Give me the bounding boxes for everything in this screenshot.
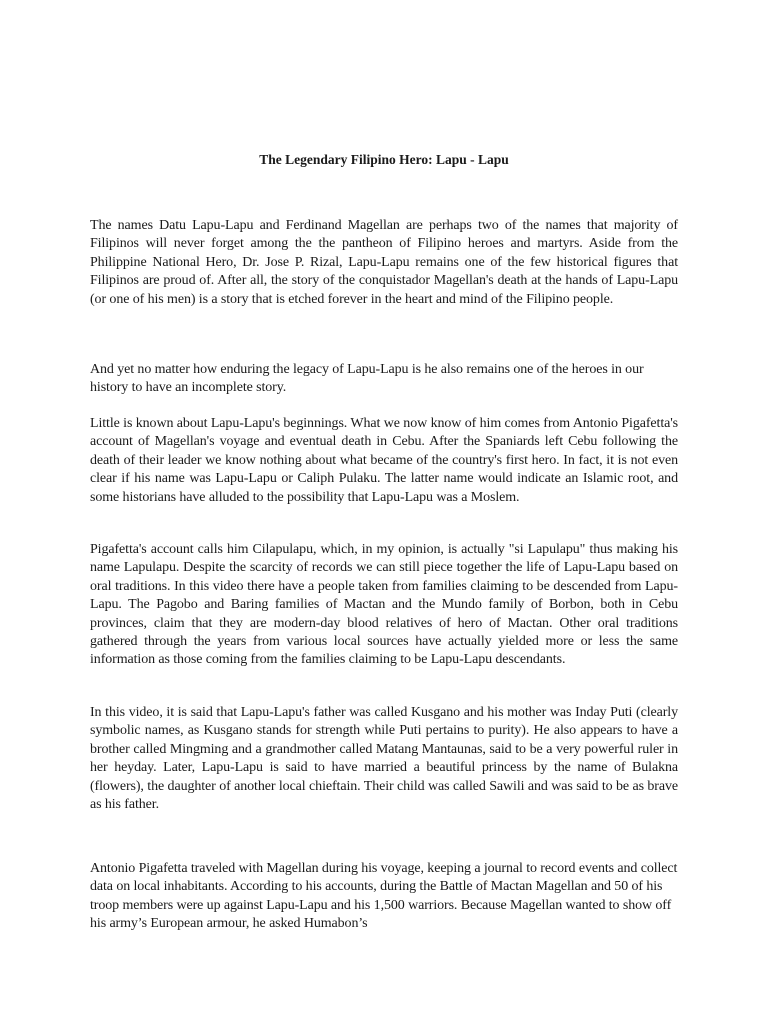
paragraph-battle-of-mactan: Antonio Pigafetta traveled with Magellan during his voyage, keeping a journal to record events and collect data on local inhabitants. According to his accounts, during the Battle of Mactan Magellan and 50 of his troop members were up against Lapu-Lapu and his 1,500 warriors. Because Magellan wanted to show off his army’s European armour, he asked Humabon’s (90, 861, 678, 932)
paragraph-incomplete-story: And yet no matter how enduring the legacy of Lapu-Lapu is he also remains one of the heroes in our history to have an incomplete story. (90, 362, 644, 396)
document-title: The Legendary Filipino Hero: Lapu - Lapu (259, 152, 509, 167)
paragraph-intro: The names Datu Lapu-Lapu and Ferdinand Magellan are perhaps two of the names that majority of Filipinos will never forget among the the pantheon of Filipino heroes and martyrs. Aside from the Philippine National Hero, Dr. Jose P. Rizal, Lapu-Lapu remains one of the few historical figures that Filipinos are proud of. After all, the story of the conquistador Magellan's death at the hands of Lapu-Lapu (or one of his men) is a story that is etched forever in the heart and mind of the Filipino people. (90, 218, 678, 307)
paragraph-beginnings: Little is known about Lapu-Lapu's beginnings. What we now know of him comes from Antonio Pigafetta's account of Magellan's voyage and eventual death in Cebu. After the Spaniards left Cebu following the death of their leader we know nothing about what became of the country's first hero. In fact, it is not even clear if his name was Lapu-Lapu or Caliph Pulaku. The latter name would indicate an Islamic root, and some historians have alluded to the possibility that Lapu-Lapu was a Moslem. (90, 416, 678, 505)
paragraph-pigafetta-account: Pigafetta's account calls him Cilapulapu, which, in my opinion, is actually "si Lapulapu" thus making his name Lapulapu. Despite the scarcity of records we can still piece together the life of Lapu-Lapu based on oral traditions. In this video there have a people taken from families claiming to be descended from Lapu-Lapu. The Pagobo and Baring families of Mactan and the Mundo family of Borbon, both in Cebu provinces, claim that they are modern-day blood relatives of hero of Mactan. Other oral traditions gathered through the years from various local sources have actually yielded more or less the same information as those coming from the families claiming to be Lapu-Lapu descendants. (90, 542, 678, 668)
paragraph-family: In this video, it is said that Lapu-Lapu's father was called Kusgano and his mother was Inday Puti (clearly symbolic names, as Kusgano stands for strength while Puti pertains to purity). He also appears to have a brother called Mingming and a grandmother called Matang Mantaunas, said to be a very powerful ruler in her heyday. Later, Lapu-Lapu is said to have married a beautiful princess by the name of Bulakna (flowers), the daughter of another local chieftain. Their child was called Sawili and was said to be as brave as his father. (90, 705, 678, 813)
